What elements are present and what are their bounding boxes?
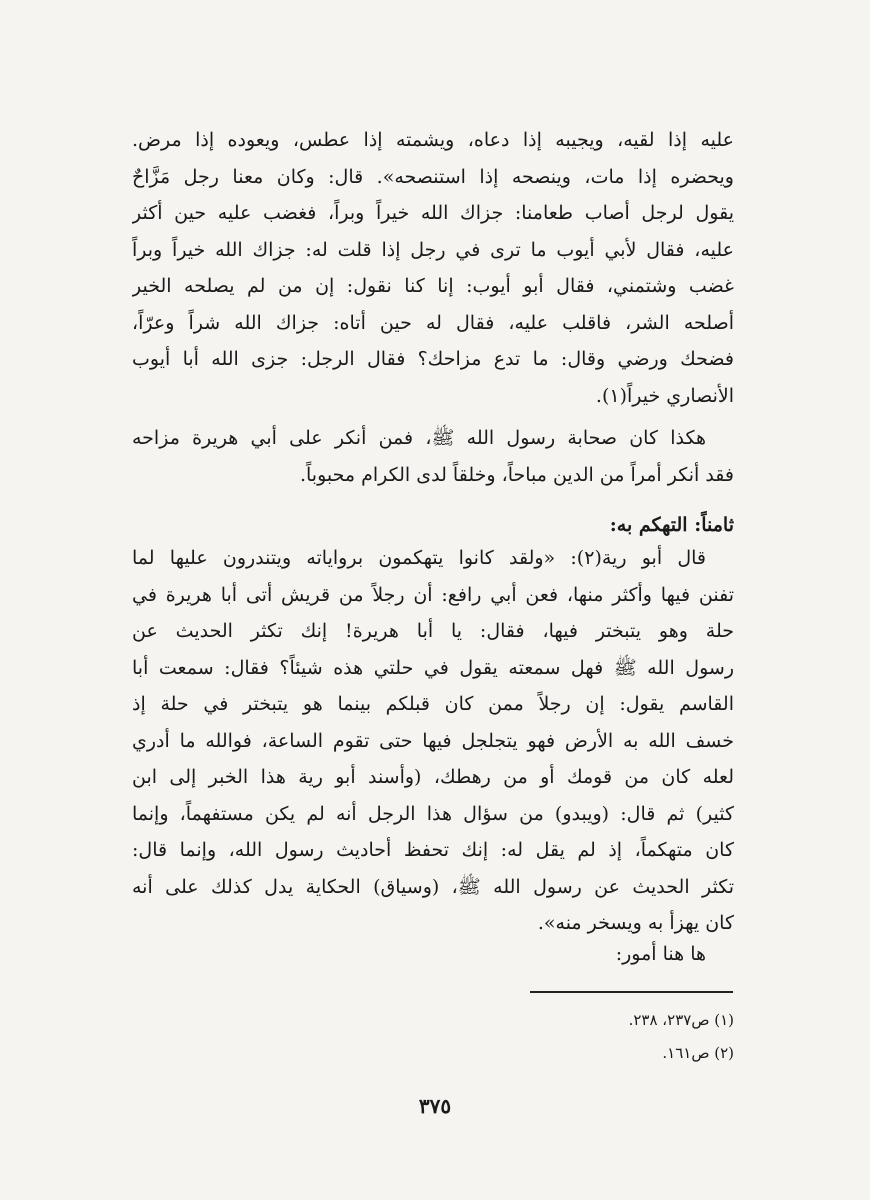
text-line: غضب وشتمني، فقال أبو أيوب: إنا كنا نقول: إن من لم يصلحه الخير — [132, 275, 734, 297]
text-line: حلة وهو يتبختر فيها، فقال: يا أبا هريرة! إنك تكثر الحديث عن — [132, 620, 734, 642]
text-line: القاسم يقول: إن رجلاً ممن كان قبلكم بينما هو يتبختر في حلة إذ — [132, 693, 734, 715]
text-line: قال أبو رية(٢): «ولقد كانوا يتهكمون برواياته ويتندرون عليها لما — [132, 547, 706, 569]
text-line: فضحك ورضي وقال: ما تدع مزاحك؟ فقال الرجل: جزى الله أبا أيوب — [132, 348, 734, 370]
text-line: تكثر الحديث عن رسول الله ﷺ، (وسياق) الحكاية يدل كذلك على أنه — [132, 875, 734, 898]
text-line: كان يهزأ به ويسخر منه». — [537, 912, 734, 934]
footnote-divider — [530, 991, 733, 993]
paragraph-2 — [132, 420, 734, 493]
text-line: الأنصاري خيراً(١). — [595, 384, 734, 407]
text-line: يقول لرجل أصاب طعامنا: جزاك الله خيراً وبراً، فغضب عليه حين أكثر — [132, 202, 734, 224]
text-line: خسف الله به الأرض فهو يتجلجل فيها حتى تقوم الساعة، فوالله ما أدري — [132, 729, 734, 752]
text-line: ويحضره إذا مات، وينصحه إذا استنصحه». قال: وكان معنا رجل مَزَّاحٌ — [132, 165, 734, 188]
text-line: رسول الله ﷺ فهل سمعته يقول في حلتي هذه شيئاً؟ فقال: سمعت أبا — [132, 656, 734, 679]
text-line: لعله كان من قومك أو من رهطك، (وأسند أبو رية هذا الخبر إلى ابن — [132, 766, 734, 788]
text-line: تفنن فيها وأكثر منها، فعن أبي رافع: أن رجلاً من قريش أتى أبا هريرة في — [132, 583, 734, 606]
text-line: عليه، فقال لأبي أيوب ما ترى في رجل إذا قلت له: جزاك الله خيراً وبراً — [132, 238, 734, 261]
text-line: كان متهكماً، إذ لم يقل له: إنك تحفظ أحاديث رسول الله، وإنما قال: — [132, 839, 734, 861]
page-number: ٣٧٥ — [418, 1094, 452, 1118]
paragraph-3 — [132, 540, 734, 942]
text-line: كثير) ثم قال: (ويبدو) من سؤال هذا الرجل أنه لم يكن مستفهماً، وإنما — [132, 802, 734, 825]
text-line: ها هنا أمور: — [615, 943, 706, 965]
text-line: عليه إذا لقيه، ويجيبه إذا دعاه، ويشمته إذا عطس، ويعوده إذا مرض. — [132, 129, 734, 151]
text-line: أصلحه الشر، فاقلب عليه، فقال له حين أتاه: جزاك الله شراً وعرّاً، — [132, 311, 734, 334]
text-line: فقد أنكر أمراً من الدين مباحاً، وخلقاً لدى الكرام محبوباً. — [299, 463, 734, 486]
footnote-1: (١) ص٢٣٧، ٢٣٨. — [628, 1011, 734, 1029]
paragraph-4 — [132, 936, 734, 973]
footnote-2: (٢) ص١٦١. — [662, 1044, 734, 1062]
section-heading: ثامناً: التهكم به: — [609, 514, 734, 536]
paragraph-1 — [132, 122, 734, 414]
text-line: هكذا كان صحابة رسول الله ﷺ، فمن أنكر على أبي هريرة مزاحه — [132, 427, 706, 449]
